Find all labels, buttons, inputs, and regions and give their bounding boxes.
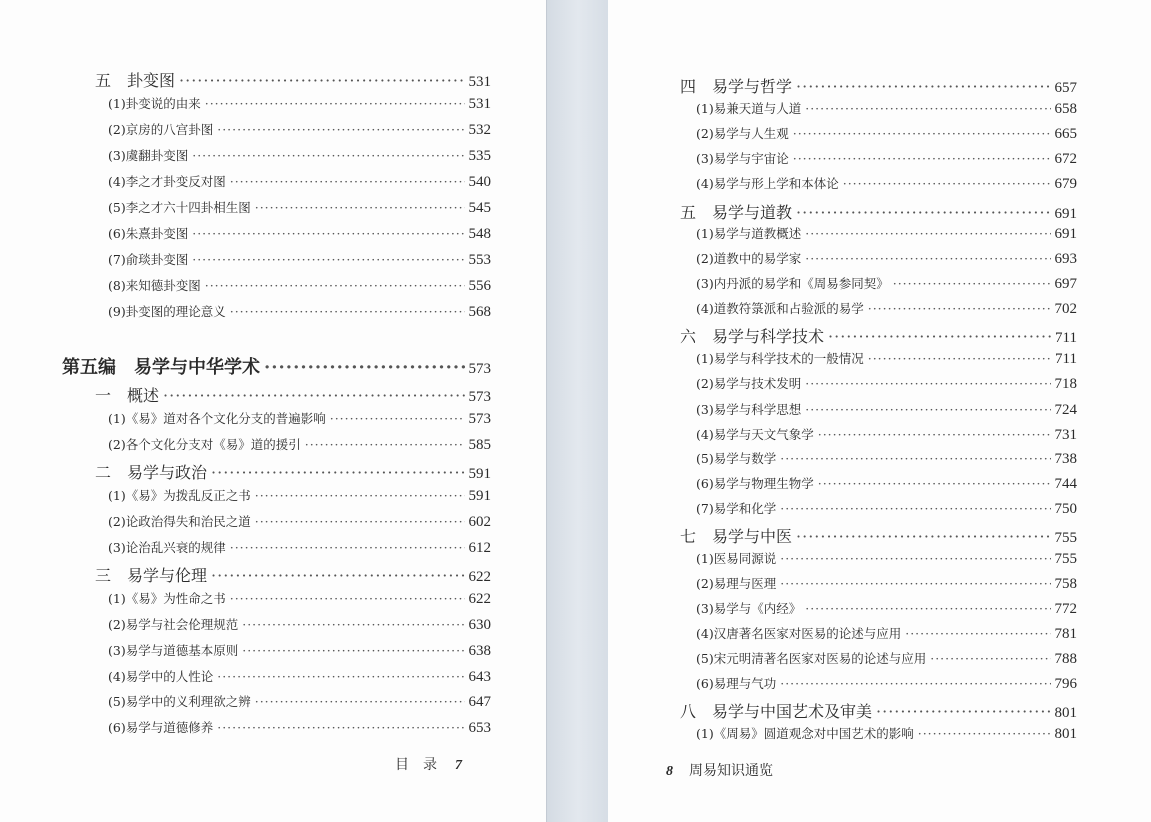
dot-leader [843,176,1051,191]
toc-entry-title: (1)《易》为性命之书 [108,591,226,606]
toc-entry-page-number: 591 [468,466,491,482]
right-toc-entry[interactable] [696,374,1077,393]
toc-entry-page-number: 622 [468,569,491,585]
toc-entry-page-number: 573 [468,361,491,377]
right-toc-entry[interactable] [680,200,1077,223]
toc-entry-title: 三 易学与伦理 [95,566,208,585]
right-toc-entry[interactable] [696,624,1077,643]
toc-entry-page-number: 535 [468,148,491,164]
left-toc-entry[interactable] [108,276,491,295]
right-footer-page-number: 8 [666,764,673,779]
toc-entry-page-number: 556 [468,278,491,294]
dot-leader [893,276,1051,291]
toc-entry-page-number: 750 [1054,501,1077,517]
dot-leader [818,427,1051,442]
toc-entry-page-number: 724 [1054,402,1077,418]
left-footer [395,754,462,774]
dot-leader [805,226,1050,241]
dot-leader [230,591,465,606]
toc-entry-title: (5)易学中的义利理欲之辨 [108,694,251,709]
left-toc-entry[interactable] [108,172,491,191]
right-footer-text: 周易知识通览 [689,763,773,779]
toc-entry-title: (3)论治乱兴衰的规律 [108,540,226,555]
right-toc-entry[interactable] [696,224,1077,243]
right-toc-entry[interactable] [696,249,1077,268]
toc-entry-page-number: 585 [468,437,491,453]
dot-leader [230,174,465,189]
toc-entry-page-number: 548 [468,226,491,242]
right-page [608,0,1151,822]
right-toc-entry[interactable] [680,74,1077,97]
dot-leader [780,676,1050,691]
toc-entry-title: (3)易学与道德基本原则 [108,643,239,658]
toc-entry-page-number: 612 [468,540,491,556]
left-toc-entry[interactable] [108,589,491,608]
toc-entry-title: (4)汉唐著名医家对医易的论述与应用 [696,626,902,641]
dot-leader [805,376,1050,391]
left-toc-entry[interactable] [108,667,491,686]
toc-entry-page-number: 702 [1054,301,1077,317]
left-toc-entry[interactable] [108,94,491,113]
toc-entry-title: 八 易学与中国艺术及审美 [680,702,873,721]
toc-entry-title: 五 易学与道教 [680,203,793,222]
dot-leader [918,726,1051,741]
left-toc-entry[interactable] [108,146,491,165]
right-toc-entry[interactable] [696,549,1077,568]
left-toc-entry[interactable] [108,435,491,454]
left-footer-text: 目 录 [395,757,437,773]
toc-entry-title: (6)易学与物理生物学 [696,476,814,491]
left-toc-entry[interactable] [108,302,491,321]
right-toc-entry[interactable] [696,474,1077,493]
toc-entry-page-number: 638 [468,643,491,659]
left-toc-entry[interactable] [108,641,491,660]
toc-entry-title: (1)医易同源说 [696,551,777,566]
left-toc-entry[interactable] [108,486,491,505]
left-toc-entry[interactable] [108,224,491,243]
toc-entry-title: (1)易学与科学技术的一般情况 [696,351,864,366]
left-toc-entry[interactable] [108,692,491,711]
toc-entry-page-number: 738 [1054,451,1077,467]
toc-entry-page-number: 573 [468,411,491,427]
toc-entry-page-number: 531 [468,96,491,112]
toc-entry-title: (4)易学与天文气象学 [696,427,814,442]
toc-entry-title: (2)论政治得失和治民之道 [108,514,251,529]
toc-entry-title: (6)易理与气功 [696,676,777,691]
dot-leader [217,669,464,684]
right-toc-entry[interactable] [696,599,1077,618]
dot-leader [330,411,465,426]
dot-leader [230,304,465,319]
toc-entry-title: 五 卦变图 [95,71,176,90]
dot-leader [305,437,465,452]
dot-leader [868,301,1051,316]
dot-leader [255,514,465,529]
toc-entry-title: (6)易学与道德修养 [108,720,214,735]
right-toc-entry[interactable] [696,674,1077,693]
toc-entry-title: (2)易学与人生观 [696,126,789,141]
dot-leader [255,488,465,503]
toc-entry-title: (4)易学与形上学和本体论 [696,176,839,191]
right-toc-entry[interactable] [696,99,1077,118]
dot-leader [868,351,1051,366]
toc-entry-page-number: 545 [468,200,491,216]
dot-leader [780,501,1050,516]
toc-entry-page-number: 672 [1054,151,1077,167]
dot-leader [780,576,1050,591]
toc-entry-page-number: 801 [1054,705,1077,721]
left-toc-entry[interactable] [108,538,491,557]
toc-entry-page-number: 772 [1054,601,1077,617]
right-toc-entry[interactable] [696,449,1077,468]
toc-entry-page-number: 622 [468,591,491,607]
book-gutter [546,0,610,822]
toc-entry-page-number: 691 [1054,206,1077,222]
toc-entry-page-number: 755 [1054,551,1077,567]
left-toc-entry[interactable] [108,512,491,531]
dot-leader [818,476,1051,491]
dot-leader [217,122,464,137]
right-toc-entry[interactable] [696,649,1077,668]
right-toc-entry[interactable] [696,274,1077,293]
dot-leader [793,126,1051,141]
toc-entry-title: (1)卦变说的由来 [108,96,201,111]
toc-entry-title: (2)易学与技术发明 [696,376,802,391]
dot-leader [796,203,1050,222]
toc-entry-page-number: 788 [1054,651,1077,667]
dot-leader [205,278,465,293]
toc-entry-page-number: 540 [468,174,491,190]
dot-leader [211,566,464,585]
left-toc-entry[interactable] [108,120,491,139]
dot-leader [242,617,464,632]
dot-leader [192,226,464,241]
toc-entry-page-number: 568 [468,304,491,320]
dot-leader [805,251,1050,266]
toc-entry-page-number: 658 [1054,101,1077,117]
toc-entry-title: (5)李之才六十四卦相生图 [108,200,251,215]
dot-leader [930,651,1050,666]
toc-entry-title: (1)《周易》圆道观念对中国艺术的影响 [696,726,914,741]
toc-entry-title: 第五编 易学与中华学术 [62,357,260,378]
left-page [0,0,546,822]
dot-leader [780,451,1050,466]
toc-entry-title: (6)朱熹卦变图 [108,226,189,241]
toc-entry-page-number: 653 [468,720,491,736]
dot-leader [805,601,1050,616]
toc-entry-title: (1)易学与道教概述 [696,226,802,241]
toc-entry-title: (7)俞琰卦变图 [108,252,189,267]
toc-entry-page-number: 657 [1054,80,1077,96]
toc-entry-title: (1)《易》为拨乱反正之书 [108,488,251,503]
toc-entry-title: (2)易学与社会伦理规范 [108,617,239,632]
right-toc-entry[interactable] [696,124,1077,143]
dot-leader [780,551,1050,566]
left-toc-entry[interactable] [108,198,491,217]
toc-entry-title: 七 易学与中医 [680,527,793,546]
toc-entry-title: (3)易学与宇宙论 [696,151,789,166]
right-toc-entry[interactable] [680,699,1077,722]
toc-entry-page-number: 630 [468,617,491,633]
toc-entry-title: (2)各个文化分支对《易》道的援引 [108,437,301,452]
right-toc-entry[interactable] [680,324,1077,347]
dot-leader [905,626,1050,641]
toc-entry-page-number: 796 [1054,676,1077,692]
dot-leader [211,463,464,482]
toc-entry-title: (3)易学与《内经》 [696,601,802,616]
toc-entry-page-number: 643 [468,669,491,685]
dot-leader [192,148,464,163]
toc-entry-title: (7)易学和化学 [696,501,777,516]
toc-entry-title: (2)京房的八宫卦图 [108,122,214,137]
dot-leader [163,386,464,405]
toc-entry-title: (8)来知德卦变图 [108,278,201,293]
toc-entry-page-number: 532 [468,122,491,138]
toc-entry-page-number: 591 [468,488,491,504]
dot-leader [217,720,464,735]
right-toc-entry[interactable] [696,149,1077,168]
dot-leader [805,402,1050,417]
left-toc-entry[interactable] [95,563,491,586]
dot-leader [179,71,464,90]
right-toc-entry[interactable] [696,174,1077,193]
dot-leader [828,327,1051,346]
left-toc-entry[interactable] [95,460,491,483]
dot-leader [192,252,464,267]
toc-entry-page-number: 573 [468,389,491,405]
toc-entry-page-number: 744 [1054,476,1077,492]
right-toc-entry[interactable] [696,724,1077,743]
toc-entry-title: (1)《易》道对各个文化分支的普遍影响 [108,411,326,426]
toc-entry-title: 二 易学与政治 [95,463,208,482]
dot-leader [264,357,465,378]
left-toc-entry[interactable] [108,615,491,634]
left-toc-entry[interactable] [62,353,491,379]
left-toc-entry[interactable] [95,68,491,91]
right-toc-entry[interactable] [696,574,1077,593]
left-toc-entry[interactable] [108,409,491,428]
toc-entry-page-number: 679 [1054,176,1077,192]
right-footer [666,760,773,780]
toc-entry-title: (4)道教符箓派和占验派的易学 [696,301,864,316]
toc-entry-title: (3)易学与科学思想 [696,402,802,417]
toc-entry-page-number: 693 [1054,251,1077,267]
toc-entry-page-number: 711 [1055,351,1077,367]
toc-entry-title: (9)卦变图的理论意义 [108,304,226,319]
toc-entry-page-number: 691 [1054,226,1077,242]
toc-entry-title: (4)易学中的人性论 [108,669,214,684]
toc-entry-page-number: 801 [1054,726,1077,742]
toc-entry-page-number: 758 [1054,576,1077,592]
toc-entry-page-number: 711 [1055,330,1077,346]
dot-leader [205,96,465,111]
toc-entry-page-number: 602 [468,514,491,530]
toc-entry-page-number: 718 [1054,376,1077,392]
toc-entry-title: 六 易学与科学技术 [680,327,825,346]
dot-leader [796,77,1050,96]
right-toc-entry[interactable] [696,499,1077,518]
toc-entry-title: (3)内丹派的易学和《周易参同契》 [696,276,889,291]
toc-entry-title: (3)虞翻卦变图 [108,148,189,163]
toc-entry-page-number: 647 [468,694,491,710]
toc-entry-title: (2)道教中的易学家 [696,251,802,266]
toc-entry-title: (5)宋元明清著名医家对医易的论述与应用 [696,651,927,666]
toc-entry-title: (2)易理与医理 [696,576,777,591]
dot-leader [793,151,1051,166]
toc-entry-page-number: 665 [1054,126,1077,142]
toc-entry-title: (5)易学与数学 [696,451,777,466]
right-toc-entry[interactable] [696,349,1077,368]
left-footer-page-number: 7 [455,758,462,773]
dot-leader [230,540,465,555]
toc-entry-title: (4)李之才卦变反对图 [108,174,226,189]
toc-entry-page-number: 781 [1054,626,1077,642]
dot-leader [805,101,1050,116]
left-toc-entry[interactable] [95,383,491,406]
dot-leader [242,643,464,658]
right-toc-entry[interactable] [680,524,1077,547]
toc-entry-page-number: 531 [468,74,491,90]
toc-entry-title: (1)易兼天道与人道 [696,101,802,116]
dot-leader [796,527,1050,546]
right-toc-entry[interactable] [696,299,1077,318]
dot-leader [255,694,465,709]
toc-entry-page-number: 755 [1054,530,1077,546]
toc-entry-page-number: 697 [1054,276,1077,292]
left-toc-entry[interactable] [108,718,491,737]
right-toc-entry[interactable] [696,425,1077,444]
toc-entry-title: 一 概述 [95,386,160,405]
toc-entry-page-number: 553 [468,252,491,268]
left-toc-entry[interactable] [108,250,491,269]
toc-entry-title: 四 易学与哲学 [680,77,793,96]
right-toc-entry[interactable] [696,400,1077,419]
dot-leader [876,702,1050,721]
dot-leader [255,200,465,215]
toc-entry-page-number: 731 [1054,427,1077,443]
